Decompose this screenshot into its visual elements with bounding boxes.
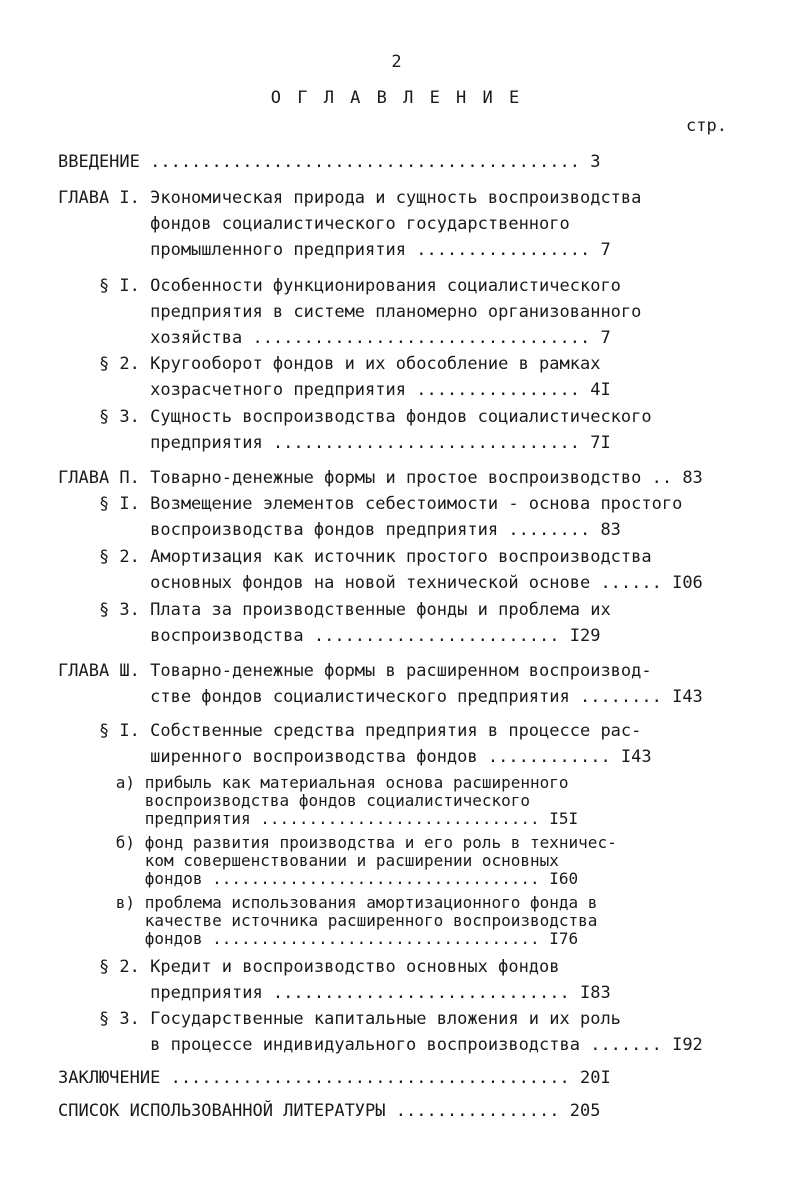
toc-line: фондов .................................. I60: [58, 869, 579, 888]
toc-title: О Г Л А В Л Е Н И Е: [270, 88, 523, 108]
toc-line: § I. Особенности функционирования социалистического: [58, 276, 621, 296]
toc-line: СПИСОК ИСПОЛЬЗОВАННОЙ ЛИТЕРАТУРЫ ................ 205: [58, 1101, 601, 1121]
toc-line: § 3. Плата за производственные фонды и проблема их: [58, 600, 611, 620]
toc-line: ГЛАВА Ш. Товарно-денежные формы в расширенном воспроизвод-: [58, 661, 652, 681]
toc-line: в процессе индивидуального воспроизводства ....... I92: [58, 1035, 703, 1055]
toc-line: предприятия .............................. 7I: [58, 433, 611, 453]
toc-line: ГЛАВА П. Товарно-денежные формы и простое воспроизводство .. 83: [58, 468, 703, 488]
toc-line: § 2. Кругооборот фондов и их обособление в рамках: [58, 354, 601, 374]
toc-line: а) прибыль как материальная основа расширенного: [58, 773, 569, 792]
toc-line: § 2. Амортизация как источник простого воспроизводства: [58, 547, 652, 567]
page-column-label: стр.: [686, 116, 727, 136]
toc-line: предприятия в системе планомерно организованного: [58, 302, 642, 322]
toc-line: § 3. Сущность воспроизводства фондов социалистического: [58, 407, 652, 427]
toc-line: хозрасчетного предприятия ................ 4I: [58, 380, 611, 400]
toc-line: промышленного предприятия ................. 7: [58, 240, 611, 260]
toc-line: качестве источника расширенного воспроизводства: [58, 911, 598, 930]
toc-line: ЗАКЛЮЧЕНИЕ ....................................... 20I: [58, 1068, 611, 1088]
toc-line: хозяйства ................................. 7: [58, 328, 611, 348]
toc-line: § I. Возмещение элементов себестоимости - основа простого: [58, 494, 683, 514]
toc-line: стве фондов социалистического предприятия ........ I43: [58, 687, 703, 707]
toc-line: ВВЕДЕНИЕ .......................................... 3: [58, 152, 601, 172]
toc-line: § 3. Государственные капитальные вложения и их роль: [58, 1009, 621, 1029]
toc-line: основных фондов на новой технической основе ...... I06: [58, 573, 703, 593]
toc-line: ширенного воспроизводства фондов ............ I43: [58, 747, 652, 767]
toc-line: воспроизводства фондов предприятия ........ 83: [58, 520, 621, 540]
toc-line: предприятия ............................. I5I: [58, 809, 579, 828]
toc-line: фондов .................................. I76: [58, 929, 579, 948]
toc-line: § 2. Кредит и воспроизводство основных фондов: [58, 957, 560, 977]
toc-line: фондов социалистического государственного: [58, 214, 570, 234]
toc-line: предприятия ............................. I83: [58, 983, 611, 1003]
toc-line: ГЛАВА I. Экономическая природа и сущность воспроизводства: [58, 188, 642, 208]
page-number: 2: [391, 52, 402, 72]
toc-line: воспроизводства ........................ I29: [58, 626, 601, 646]
toc-line: в) проблема использования амортизационного фонда в: [58, 893, 598, 912]
toc-line: воспроизводства фондов социалистического: [58, 791, 531, 810]
toc-line: § I. Собственные средства предприятия в процессе рас-: [58, 721, 642, 741]
toc-line: б) фонд развития производства и его роль в техничес-: [58, 833, 617, 852]
toc-line: ком совершенствовании и расширении основных: [58, 851, 559, 870]
